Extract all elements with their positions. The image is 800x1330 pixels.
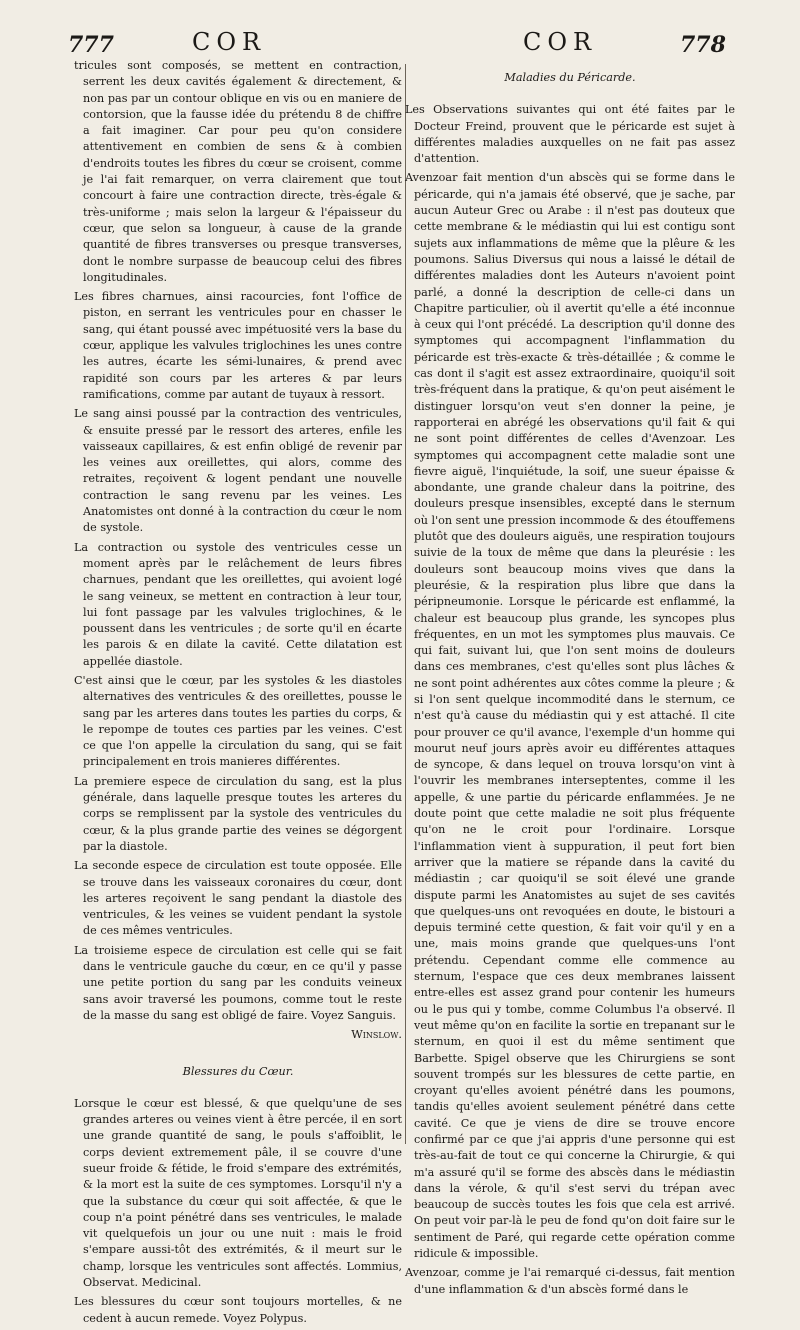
- left-running-head: COR: [192, 28, 267, 56]
- paragraph: Les fibres charnues, ainsi racourcies, font l'office de piston, en serrant les ventricules pour en chasser le sang, qui étant poussé avec impétuosité vers la base du cœur, applique les valvules triglochines les unes contre les autres, écarte les sémi-lunaires, & prend avec rapidité son cours par les arteres & par leurs ramifications, comme par autant de tuyaux à ressort.: [74, 290, 402, 401]
- paragraph: Les Observations suivantes qui ont été faites par le Docteur Freind, prouvent que le péricarde est sujet à différentes maladies auxquelles on ne fait pas assez d'attention.: [405, 103, 735, 166]
- paragraph: La seconde espece de circulation est toute opposée. Elle se trouve dans les vaisseaux coronaires du cœur, dont les arteres reçoivent le sang pendant la diastole des ventricules, & les veines se vuident pendant la systole de ces mêmes ventricules.: [74, 859, 402, 938]
- section-title: Blessures du Cœur.: [182, 1064, 294, 1078]
- paragraph: Lorsque le cœur est blessé, & que quelqu'une de ses grandes arteres ou veines vient à être percée, il en sort une grande quantité de sang, le pouls s'affoiblit, le corps devient extremement pâle, il se couvre d'une sueur froide & fétide, le froid s'empare des extrémités, & la mort est la suite de ces symptomes. Lorsqu'il n'y a que la substance du cœur qui soit affectée, & que le coup n'a point pénétré dans ses ventricules, le malade vit quelquefois un jour ou une nuit : mais le froid s'empare aussi-tôt des extrémités, & il meurt sur le champ, lorsque les ventricules sont affectés. Lommius, Observat. Medicinal.: [74, 1096, 402, 1290]
- paragraph: La premiere espece de circulation du sang, est la plus générale, dans laquelle presque toutes les arteres du corps se remplissent par la systole des ventricules du cœur, & la plus grande partie des veines se dégorgent par la diastole.: [74, 774, 402, 853]
- paragraph: Les blessures du cœur sont toujours mortelles, & ne cedent à aucun remede. Voyez Polypus.: [74, 1295, 402, 1325]
- paragraph: Avenzoar, comme je l'ai remarqué ci-dessus, fait mention d'une inflammation & d'un abscès formé dans le: [405, 1266, 735, 1296]
- left-column: [74, 58, 402, 1330]
- right-page-number: 778: [680, 32, 726, 58]
- right-column: [405, 66, 735, 1301]
- paragraph: tricules sont composés, se mettent en contraction, serrent les deux cavités également & directement, & non pas par un contour oblique en vis ou en maniere de contorsion, que la fausse idée du prétendu 8 de chiffre a fait imaginer. Car pour peu qu'on considere attentivement en combien de sens & à combien d'endroits toutes les fibres du cœur se croisent, comme je l'ai fait remarquer, on verra clairement que tout concourt à faire une contraction directe, très-égale & très-uniforme ; mais selon la largeur & l'épaisseur du cœur, que selon sa longueur, à cause de la grande quantité de fibres transverses ou presque transverses, dont le nombre surpasse de beaucoup celui des fibres longitudinales.: [74, 59, 402, 284]
- author-signature: Winslow.: [351, 1028, 402, 1042]
- left-page-number: 777: [68, 32, 114, 58]
- paragraph: Avenzoar fait mention d'un abscès qui se forme dans le péricarde, qui n'a jamais été observé, que je sache, par aucun Auteur Grec ou Arabe : il n'est pas douteux que cette membrane & le médiastin qui lui est contigu sont sujets aux inflammations de même que la plêure & les poumons. Salius Diversus qui nous a laissé le détail de différentes maladies dont les Auteurs n'avoient point parlé, a donné la description de celle-ci dans un Chapitre particulier, où il avertit qu'elle a été inconnue à ceux qui l'ont précédé. La description qu'il donne des symptomes qui accompagnent l'inflammation du péricarde est très-exacte & très-détaillée ; & comme le cas dont il s'agit est assez extraordinaire, quoiqu'il soit très-fréquent dans la pratique, & qu'on peut aisément le distinguer lorsqu'on veut s'en donner la peine, je rapporterai en abrégé les observations qu'il fait & qui ne sont point différentes de celles d'Avenzoar. Les symptomes qui accompagnent cette maladie sont une fievre aiguë, l'inquiétude, la soif, une sueur épaisse & abondante, une grande chaleur dans la poitrine, des douleurs presque insensibles, excepté dans le sternum où l'on sent une pression incommode & des étouffemens plutôt que des douleurs aiguës, une respiration toujours suivie de la toux de même que dans la pleurésie : les douleurs sont beaucoup moins vives que dans la pleurésie, & la respiration plus libre que dans la péripneumonie. Lorsque le péricarde est enflammé, la chaleur est beaucoup plus grande, les syncopes plus fréquentes, en un mot les symptomes plus mauvais. Ce qui fait, suivant lui, que l'on sent moins de douleurs dans ces membranes, c'est qu'elles sont plus lâches & ne sont point adhérentes aux côtes comme la pleure ; & si l'on sent quelque incommodité dans le sternum, ce n'est qu'à cause du médiastin qui y est attaché. Il cite pour prouver ce qu'il avance, l'exemple d'un homme qui mourut neuf jours après avoir eu différentes attaques de syncope, & dans lequel on trouva lorsqu'on vint à l'ouvrir les membranes interseptentes, comme il les appelle, & une partie du péricarde enflammées. Je ne doute point que cette maladie ne soit plus fréquente qu'on ne le croit pour l'ordinaire. Lorsque l'inflammation vient à suppuration, il peut fort bien arriver que la matiere se répande dans la cavité du médiastin ; car quoiqu'il se soit élevé une grande dispute parmi les Anatomistes au sujet de ses cavités que quelques-uns ont revoquées en doute, le bistouri a depuis terminé cette question, & fait voir qu'il y en a une, mais moins grande que quelques-uns l'ont prétendu. Cependant comme elle commence au sternum, l'espace que ces deux membranes laissent entre-elles est assez grand pour contenir les humeurs ou le pus qui y tombe, comme Columbus l'a observé. Il veut même qu'on en facilite la sortie en trepanant sur le sternum, en quoi il est du même sentiment que Barbette. Spigel observe que les Chirurgiens se sont souvent trompés sur les blessures de cette partie, en croyant qu'elles avoient pénétré dans les poumons, tandis qu'elles avoient seulement pénétré dans cette cavité. Ce que je viens de dire se trouve encore confirmé par ce que j'ai appris d'une personne qui est très-au-fait de tout ce qui concerne la Chirurgie, & qui m'a assuré qu'il se forme des abscès dans le médiastin dans la vérole, & qu'il s'est servi du trépan avec beaucoup de succès toutes les fois que cela est arrivé. On peut voir par-là le peu de fond qu'on doit faire sur le sentiment de Paré, qui regarde cette opération comme ridicule & impossible.: [405, 171, 736, 1261]
- paragraph: C'est ainsi que le cœur, par les systoles & les diastoles alternatives des ventricules & des oreillettes, pousse le sang par les arteres dans toutes les parties du corps, & le repompe de toutes ces parties par les veines. C'est ce que l'on appelle la circulation du sang, qui se fait principalement en trois manieres différentes.: [74, 673, 402, 769]
- section-title: Maladies du Péricarde.: [504, 71, 636, 84]
- page-header: [0, 22, 800, 62]
- paragraph: La contraction ou systole des ventricules cesse un moment après par le relâchement de leurs fibres charnues, pendant que les oreillettes, qui avoient logé le sang veineux, se mettent en contraction à leur tour, lui font passage par les valvules triglochines, & le poussent dans les ventricules ; de sorte qu'il en écarte les parois & en dilate la cavité. Cette dilatation est appellée diastole.: [74, 540, 402, 668]
- paragraph: La troisieme espece de circulation est celle qui se fait dans le ventricule gauche du cœur, en ce qu'il y passe une petite portion du sang par les conduits veineux sans avoir traversé les poumons, comme tout le reste de la masse du sang est obligé de faire. Voyez Sanguis.: [74, 943, 402, 1022]
- right-running-head: COR: [523, 28, 598, 56]
- paragraph: Le sang ainsi poussé par la contraction des ventricules, & ensuite pressé par le ressort des arteres, enfile les vaisseaux capillaires, & est enfin obligé de revenir par les veines aux oreillettes, qui alors, comme des retraites, reçoivent & logent pendant une nouvelle contraction le sang revenu par les veines. Les Anatomistes ont donné à la contraction du cœur le nom de systole.: [74, 407, 402, 535]
